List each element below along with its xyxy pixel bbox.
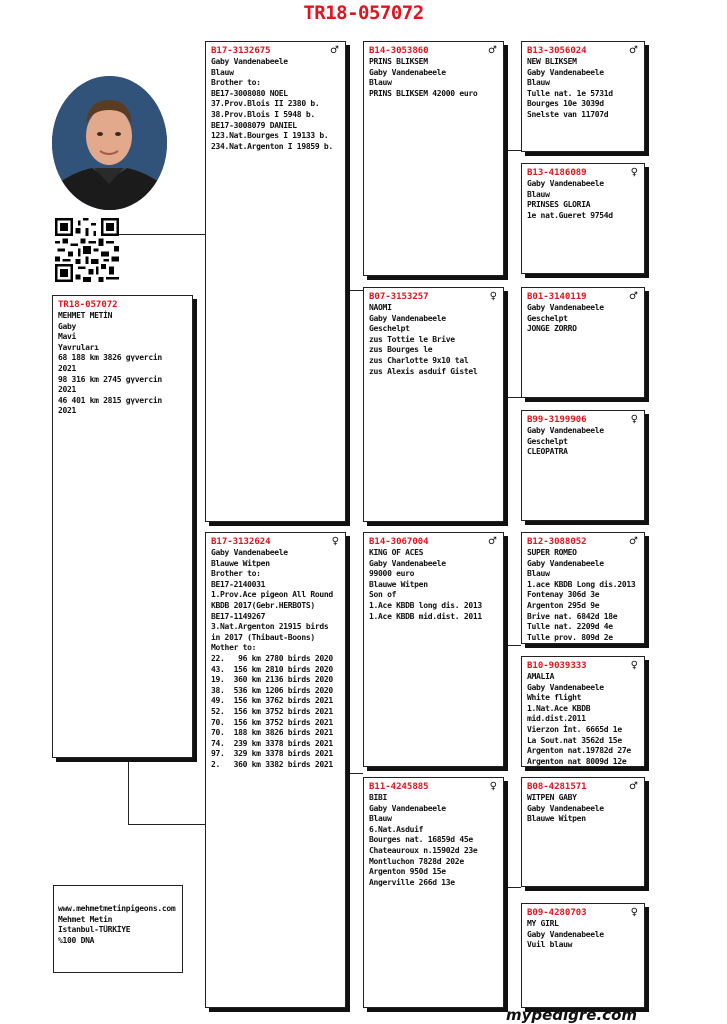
card-details: NAOMI Gaby Vandenabeele Geschelpt zus Tottie le Brive zus Bourges le zus Charlotte 9x10 tal zus Alexis asduif Gistel (369, 303, 478, 376)
male-icon: ♂ (629, 291, 638, 302)
ring-number: B01-3140119 (527, 292, 587, 302)
female-icon: ♀ (630, 907, 638, 918)
owner-dna: %100 DNA (58, 935, 95, 945)
connector (503, 645, 521, 646)
dsd-card[interactable] (521, 656, 645, 767)
footer-brand[interactable]: mypedigre.com (505, 1006, 637, 1024)
connector (503, 887, 521, 888)
subject-pigeon-card[interactable] (52, 295, 193, 758)
dds-card[interactable] (521, 777, 645, 887)
sdd-card[interactable] (521, 410, 645, 521)
connector (345, 773, 363, 774)
ring-number: TR18-057072 (58, 300, 118, 310)
ring-number: B17-3132675 (211, 46, 271, 56)
ring-number: B13-3056024 (527, 46, 587, 56)
sire-card[interactable] (205, 41, 346, 522)
card-details: MEHMET METİN Gaby Mavi Yavruları 68 188 km 3826 gүvercin 2021 98 316 km 2745 gүvercin 2021 46 401 km 2815 gүvercin 2021 (58, 311, 162, 416)
connector (345, 290, 363, 291)
card-details: WITPEN GABY Gaby Vandenabeele Blauwe Witpen (527, 793, 604, 824)
sire-sire-card[interactable] (363, 41, 504, 276)
card-details: Gaby Vandenabeele Blauw PRINSES GLORIA 1e nat.Gueret 9754d (527, 179, 613, 220)
card-details: PRINS BLIKSEM Gaby Vandenabeele Blauw PRINS BLIKSEM 42000 euro (369, 57, 478, 98)
card-details: NEW BLIKSEM Gaby Vandenabeele Blauw Tulle nat. 1e 5731d Bourges 10e 3039d Snelste van 11707d (527, 57, 613, 119)
card-details: Gaby Vandenabeele Blauwe Witpen Brother to: BE17-2140031 1.Prov.Ace pigeon All Round KBDB 2017(Gebr.HERBOTS) BE17-1149267 3.Nat.Argenton 21915 birds in 2017 (Thibaut-Boons) Mother to: 22. 96 km 2780 birds 2020 43. 156 km 2810 birds 2020 19. 360 km 2136 birds 2020 38. 536 km 1206 birds 2020 49. 156 km 3762 birds 2021 52. 156 km 3752 birds 2021 70. 156 km 3752 birds 2021 70. 188 km 3826 birds 2021 74. 239 km 3378 birds 2021 97. 329 km 3378 birds 2021 2. 360 km 3382 birds 2021 (211, 548, 333, 769)
ring-number: B17-3132624 (211, 537, 271, 547)
male-icon: ♂ (488, 536, 497, 547)
connector (119, 234, 207, 235)
ring-number: B12-3088052 (527, 537, 587, 547)
connector (128, 824, 206, 825)
pedigree-title: TR18-057072 (303, 2, 424, 24)
female-icon: ♀ (630, 414, 638, 425)
ddd-card[interactable] (521, 903, 645, 1008)
ring-number: B09-4280703 (527, 908, 587, 918)
sire-dam-card[interactable] (363, 287, 504, 522)
dss-card[interactable] (521, 532, 645, 644)
ring-number: B08-4281571 (527, 782, 587, 792)
male-icon: ♂ (330, 45, 339, 56)
sds-card[interactable] (521, 287, 645, 398)
card-details: MY GIRL Gaby Vandenabeele Vuil blauw (527, 919, 604, 950)
connector (503, 397, 521, 398)
owner-location: Istanbul-TÜRKİYE (58, 925, 131, 934)
qr-code (55, 218, 119, 282)
female-icon: ♀ (630, 167, 638, 178)
female-icon: ♀ (630, 660, 638, 671)
dam-sire-card[interactable] (363, 532, 504, 767)
owner-website[interactable]: www.mehmetmetinpigeons.com (58, 904, 176, 913)
connector (128, 762, 129, 824)
male-icon: ♂ (629, 45, 638, 56)
ring-number: B14-3053860 (369, 46, 429, 56)
owner-info-box (53, 885, 183, 973)
card-details: AMALIA Gaby Vandenabeele White flight 1.Nat.Ace KBDB mid.dist.2011 Vierzon İnt. 6665d 1e La Sout.nat 3562d 15e Argenton nat.19782d 27e Argenton nat 8009d 12e (527, 672, 631, 766)
card-details: Gaby Vandenabeele Blauw Brother to: BE17-3008080 NOEL 37.Prov.Blois II 2380 b. 38.Prov.Blois I 5948 b. BE17-3008079 DANIEL 123.Nat.Bourges I 19133 b. 234.Nat.Argenton I 19859 b. (211, 57, 333, 151)
female-icon: ♀ (331, 536, 339, 547)
card-details: KING OF ACES Gaby Vandenabeele 99000 euro Blauwe Witpen Son of 1.Ace KBDB long dis. 2013 1.Ace KBDB mid.dist. 2011 (369, 548, 482, 621)
ring-number: B10-9039333 (527, 661, 587, 671)
dam-dam-card[interactable] (363, 777, 504, 1008)
card-details: Gaby Vandenabeele Geschelpt JONGE ZORRO (527, 303, 604, 334)
ring-number: B11-4245885 (369, 782, 429, 792)
sss-card[interactable] (521, 41, 645, 152)
card-details: BIBI Gaby Vandenabeele Blauw 6.Nat.Asduif Bourges nat. 16859d 45e Chateauroux n.15902d 23e Montluchon 7828d 202e Argenton 950d 15e Angerville 266d 13e (369, 793, 478, 887)
dam-card[interactable] (205, 532, 346, 1008)
female-icon: ♀ (489, 781, 497, 792)
card-details: Gaby Vandenabeele Geschelpt CLEOPATRA (527, 426, 604, 457)
ring-number: B14-3067004 (369, 537, 429, 547)
ring-number: B07-3153257 (369, 292, 429, 302)
male-icon: ♂ (629, 781, 638, 792)
male-icon: ♂ (488, 45, 497, 56)
connector (503, 150, 521, 151)
ring-number: B13-4186089 (527, 168, 587, 178)
owner-photo (52, 76, 167, 210)
ssd-card[interactable] (521, 163, 645, 274)
owner-name: Mehmet Metin (58, 914, 113, 924)
female-icon: ♀ (489, 291, 497, 302)
card-details: SUPER ROMEO Gaby Vandenabeele Blauw 1.ace KBDB Long dis.2013 Fontenay 306d 3e Argenton 295d 9e Brive nat. 6842d 18e Tulle nat. 2209d 4e Tulle prov. 809d 2e (527, 548, 636, 642)
male-icon: ♂ (629, 536, 638, 547)
ring-number: B99-3199906 (527, 415, 587, 425)
